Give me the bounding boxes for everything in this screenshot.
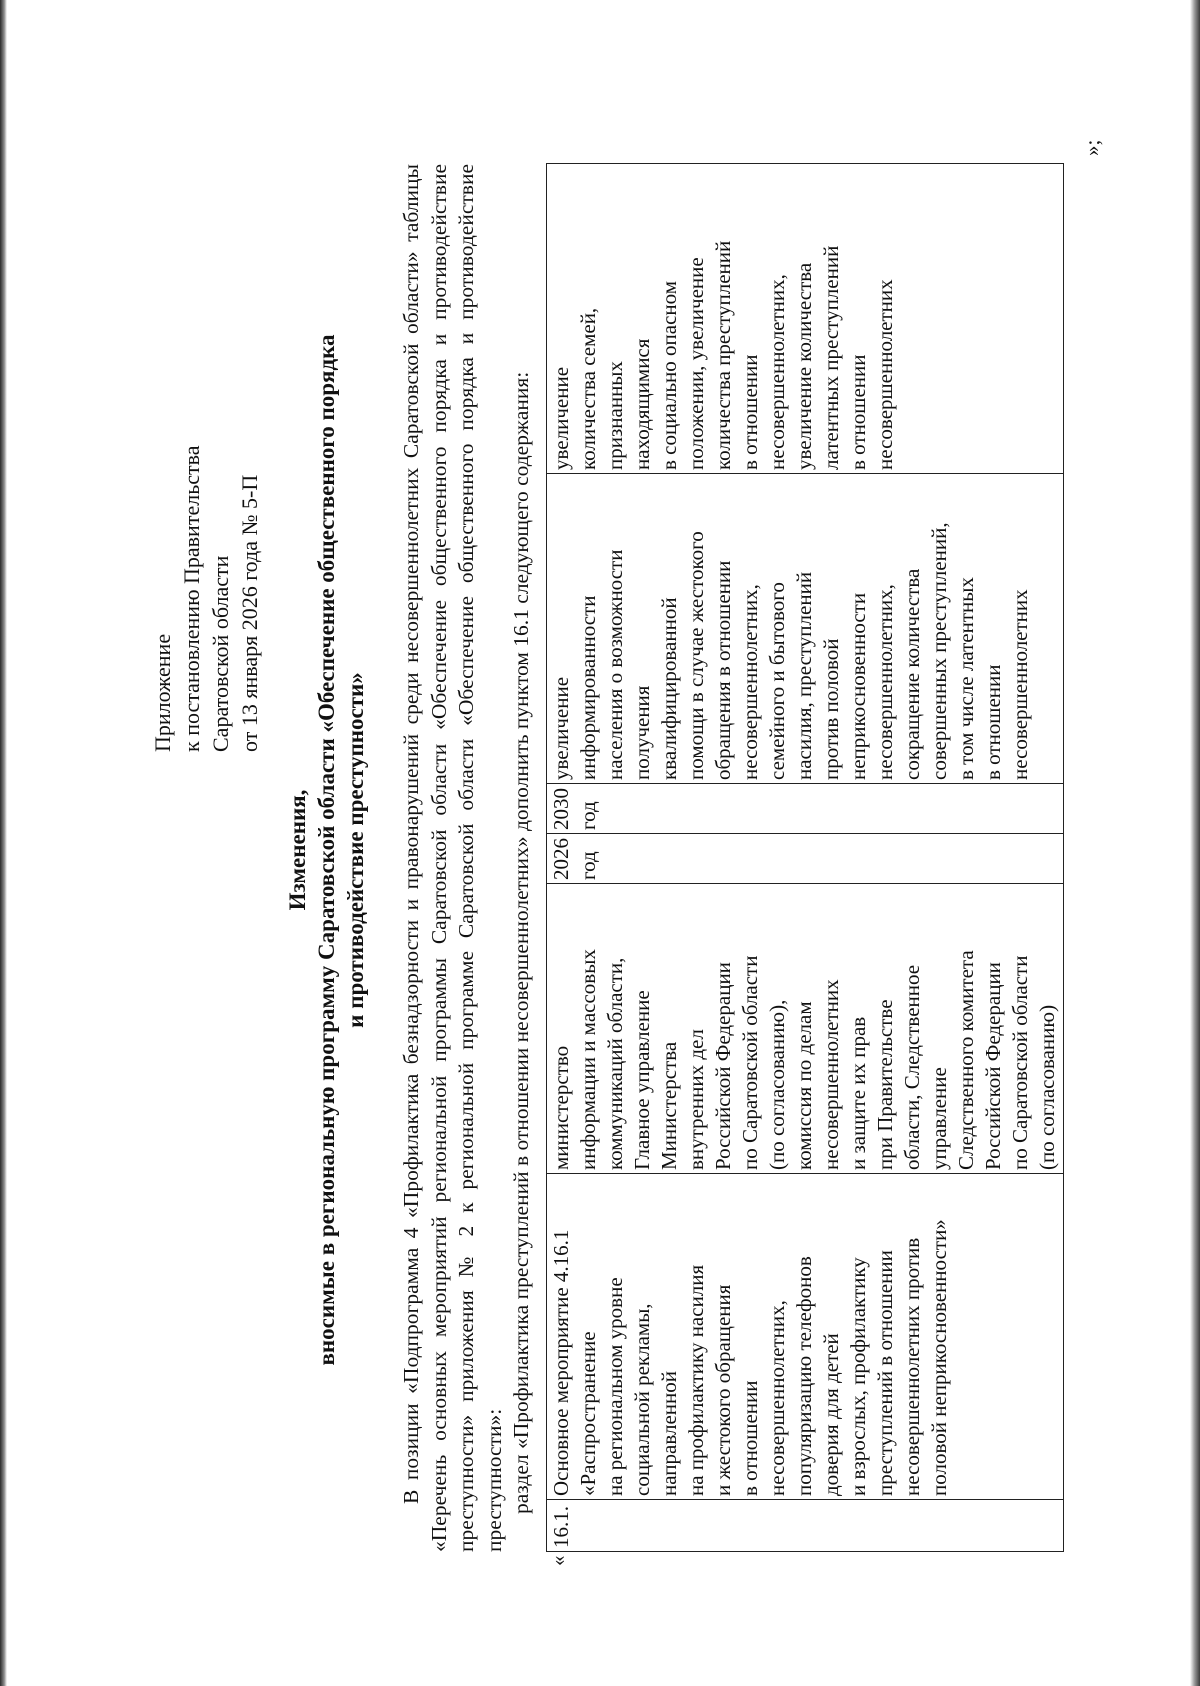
consequence-line: признанных <box>603 361 627 470</box>
scan-edge-left <box>0 0 7 1686</box>
appendix-line: от 13 января 2026 года № 5-П <box>237 474 262 752</box>
consequence-line: в отношении <box>846 354 870 470</box>
executor-line: комиссия по делам <box>792 1001 816 1170</box>
executor-line: Российской Федерации <box>981 962 1005 1170</box>
measure-line: преступлений в отношении <box>873 1250 897 1496</box>
consequence-line: латентных преступлений <box>819 245 843 470</box>
executor-line: внутренних дел <box>684 1029 708 1170</box>
result-line: обращения в отношении <box>711 560 735 780</box>
result-line: помощи в случае жестокого <box>684 531 708 780</box>
result-line: населения о возможности <box>603 549 627 780</box>
appendix-line: к постановлению Правительства <box>179 445 204 752</box>
measure-line: половой неприкосновенности» <box>927 1219 951 1496</box>
consequence-line: увеличение количества <box>792 262 816 470</box>
end-year-line: 2030 <box>549 788 573 830</box>
executor-line: (по согласованию) <box>1035 1004 1059 1170</box>
result-line: квалифицированной <box>657 597 681 780</box>
consequence-line: количества семей, <box>576 307 600 470</box>
result-line: несовершеннолетних <box>1008 589 1032 780</box>
cell-end-year <box>547 784 1064 834</box>
result-line: получения <box>630 685 654 780</box>
result-line: несовершеннолетних, <box>873 584 897 780</box>
consequence-line: увеличение <box>549 366 573 470</box>
measure-line: «Распространение <box>576 1331 600 1496</box>
table-row <box>547 164 1064 1552</box>
executor-line: по Саратовской области <box>1008 955 1032 1170</box>
measure-line: социальной рекламы, <box>630 1303 654 1496</box>
measure-line: несовершеннолетних против <box>900 1237 924 1496</box>
cell-number <box>547 1500 1064 1552</box>
executor-line: при Правительстве <box>873 999 897 1170</box>
closing-quote: »; <box>1080 139 1104 156</box>
intro-section-line: раздел «Профилактика преступлений в отношении несовершеннолетних» дополнить пунктом 16.1 следующего содержания: <box>509 371 533 1514</box>
consequence-line: несовершеннолетних, <box>765 274 789 470</box>
title-line: и противодействие преступности» <box>343 672 368 1028</box>
title-line: Изменения, <box>285 789 310 911</box>
executor-line: Главное управление <box>630 990 654 1170</box>
executor-line: по Саратовской области <box>738 955 762 1170</box>
document-page <box>28 50 1158 1650</box>
executor-line: и защите их прав <box>846 1016 870 1170</box>
executor-line: Следственного комитета <box>954 950 978 1170</box>
opening-quote: « <box>546 1555 570 1566</box>
cell-start-year <box>547 834 1064 884</box>
executor-line: коммуникаций области, <box>603 957 627 1170</box>
result-line: семейного и бытового <box>765 582 789 780</box>
consequence-line: положении, увеличение <box>684 257 708 470</box>
result-line: неприкосновенности <box>846 592 870 780</box>
executor-line: Российской Федерации <box>711 962 735 1170</box>
result-line: увеличение <box>549 676 573 780</box>
scan-edge-right <box>1190 0 1200 1686</box>
appendix-line: Приложение <box>150 633 175 752</box>
measure-line: Основное мероприятие 4.16.1 <box>549 1229 573 1496</box>
consequence-line: в отношении <box>738 354 762 470</box>
measure-line: и жестокого обращения <box>711 1284 735 1496</box>
result-line: насилия, преступлений <box>792 571 816 780</box>
start-year-line: год <box>576 851 600 880</box>
cell-measure <box>547 1174 1064 1500</box>
result-line: против половой <box>819 638 843 780</box>
intro-paragraph: В позиции «Подпрограмма 4 «Профилактика безнадзорности и правонарушений среди несовершеннолетних Саратовской области» таблицы «Перечень основных мероприятий региональной программы Саратовской области «Обеспечение общественного порядка и противодействие преступности» приложения № 2 к региональной программе Саратовской области «Обеспечение общественного порядка и противодействие преступности»: <box>399 164 506 1552</box>
result-line: в отношении <box>981 664 1005 780</box>
appendix-block <box>148 192 264 752</box>
measure-line: направленной <box>657 1371 681 1496</box>
document-title <box>283 50 370 1650</box>
measures-table <box>546 163 1064 1552</box>
executor-line: области, Следственное <box>900 964 924 1170</box>
executor-line: (по согласованию), <box>765 999 789 1170</box>
measure-line: и взрослых, профилактику <box>846 1257 870 1496</box>
result-line: совершенных преступлений, <box>927 522 951 780</box>
title-line: вносимые в региональную программу Саратовской области «Обеспечение общественного порядка <box>314 334 339 1366</box>
result-line: сокращение количества <box>900 568 924 780</box>
result-line: информированности <box>576 595 600 780</box>
row-number: 16.1. <box>549 1506 573 1548</box>
cell-expected-result <box>547 474 1064 784</box>
executor-line: министерство <box>549 1045 573 1170</box>
end-year-line: год <box>576 801 600 830</box>
measure-line: на профилактику насилия <box>684 1264 708 1496</box>
start-year-line: 2026 <box>549 838 573 880</box>
consequence-line: находящимися <box>630 338 654 470</box>
appendix-line: Саратовской области <box>208 555 233 752</box>
executor-line: несовершеннолетних <box>819 979 843 1170</box>
executor-line: информации и массовых <box>576 949 600 1170</box>
result-line: в том числе латентных <box>954 577 978 780</box>
measure-line: популяризацию телефонов <box>792 1256 816 1496</box>
result-line: несовершеннолетних, <box>738 584 762 780</box>
measure-line: на региональном уровне <box>603 1277 627 1496</box>
consequence-line: в социально опасном <box>657 280 681 470</box>
executor-line: управление <box>927 1067 951 1170</box>
measure-line: несовершеннолетних, <box>765 1300 789 1496</box>
consequence-line: количества преступлений <box>711 240 735 470</box>
cell-executor <box>547 884 1064 1174</box>
intro-text <box>398 164 536 1552</box>
cell-consequences <box>547 164 1064 474</box>
measure-line: в отношении <box>738 1380 762 1496</box>
measure-line: доверия для детей <box>819 1333 843 1496</box>
executor-line: Министерства <box>657 1041 681 1170</box>
consequence-line: несовершеннолетних <box>873 279 897 470</box>
